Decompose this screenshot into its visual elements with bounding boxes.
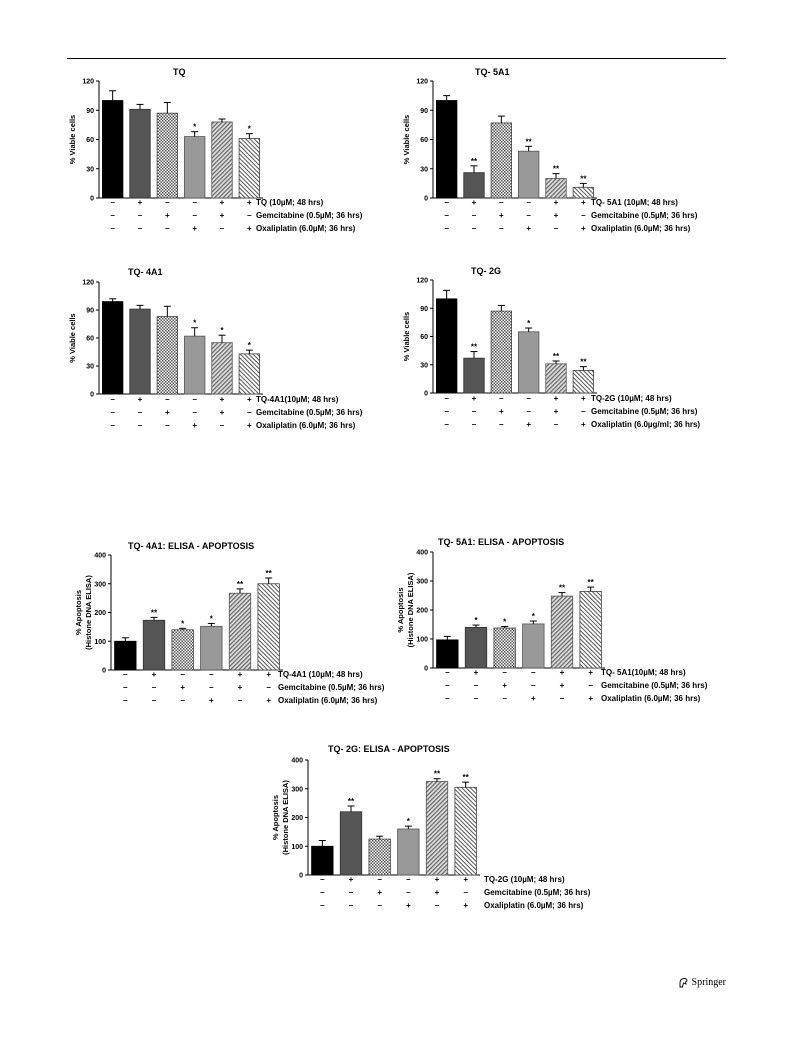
publisher-footer xyxy=(678,977,726,988)
condition-sign: – xyxy=(473,681,479,690)
chart-2 xyxy=(402,67,698,233)
bar-2 xyxy=(464,173,485,198)
condition-sign: – xyxy=(471,211,477,220)
condition-sign: + xyxy=(266,696,272,705)
y-tick-label: 200 xyxy=(291,815,303,822)
condition-sign: – xyxy=(526,407,531,416)
significance-label: * xyxy=(209,614,213,624)
condition-sign: + xyxy=(553,394,559,403)
condition-sign: – xyxy=(473,694,479,703)
condition-sign: + xyxy=(588,668,594,677)
condition-sign: – xyxy=(219,224,225,233)
condition-label: Oxaliplatin (6.0µM; 36 hrs) xyxy=(256,224,356,233)
y-axis-label: % Apoptosis xyxy=(396,587,405,633)
condition-sign: + xyxy=(348,875,354,884)
significance-label: * xyxy=(531,612,535,622)
condition-sign: + xyxy=(580,198,586,207)
condition-sign: – xyxy=(320,875,325,884)
condition-sign: – xyxy=(444,211,449,220)
significance-label: * xyxy=(193,318,197,328)
y-tick-label: 0 xyxy=(299,872,303,880)
y-tick-label: 30 xyxy=(420,166,428,174)
condition-sign: – xyxy=(209,670,214,679)
condition-sign: – xyxy=(247,408,252,417)
y-tick-label: 100 xyxy=(94,638,106,646)
significance-label: ** xyxy=(462,773,469,783)
condition-sign: + xyxy=(405,901,411,910)
condition-sign: – xyxy=(531,681,536,690)
bar-4 xyxy=(518,151,539,198)
condition-label: Gemcitabine (0.5µM; 36 hrs) xyxy=(601,681,708,690)
condition-sign: + xyxy=(246,395,252,404)
bar-4 xyxy=(184,137,205,198)
y-tick-label: 120 xyxy=(416,277,428,285)
bar-3 xyxy=(157,317,178,394)
condition-sign: + xyxy=(530,694,536,703)
y-tick-label: 0 xyxy=(90,195,94,203)
chart-4 xyxy=(402,266,700,429)
chart-title: TQ- 2G: ELISA - APOPTOSIS xyxy=(328,744,450,754)
condition-sign: + xyxy=(246,198,252,207)
condition-label: TQ- 5A1 (10µM; 48 hrs) xyxy=(591,198,678,207)
condition-label: Oxaliplatin (6.0µM; 36 hrs) xyxy=(278,696,378,705)
y-axis-label: % Apoptosis xyxy=(271,794,280,841)
condition-sign: + xyxy=(526,420,532,429)
y-tick-label: 30 xyxy=(86,363,94,371)
y-axis-label: (Histone DNA ELISA) xyxy=(84,575,93,650)
chart-title: TQ- 5A1: ELISA - APOPTOSIS xyxy=(438,537,565,547)
bar-2 xyxy=(465,627,487,668)
publisher-name: Springer xyxy=(691,977,726,988)
condition-sign: + xyxy=(180,683,186,692)
condition-sign: – xyxy=(406,888,411,897)
condition-sign: + xyxy=(208,696,214,705)
condition-sign: – xyxy=(123,683,128,692)
bar-3 xyxy=(491,311,512,393)
y-tick-label: 0 xyxy=(424,390,428,398)
bar-2 xyxy=(130,109,151,198)
y-axis-label: (Histone DNA ELISA) xyxy=(281,780,290,855)
bar-1 xyxy=(102,302,123,394)
condition-sign: – xyxy=(165,421,170,430)
y-tick-label: 0 xyxy=(424,665,428,673)
condition-sign: – xyxy=(499,394,504,403)
condition-sign: + xyxy=(463,875,469,884)
bar-5 xyxy=(426,782,448,875)
condition-sign: + xyxy=(580,394,586,403)
bar-4 xyxy=(184,336,205,394)
chart-6 xyxy=(396,537,708,703)
significance-label: * xyxy=(220,326,224,336)
condition-sign: – xyxy=(137,408,143,417)
condition-sign: – xyxy=(444,420,449,429)
chart-title: TQ- 5A1 xyxy=(475,67,510,77)
condition-sign: + xyxy=(219,198,225,207)
condition-label: Gemcitabine (0.5µM; 36 hrs) xyxy=(591,211,698,220)
condition-sign: – xyxy=(151,696,157,705)
condition-sign: – xyxy=(219,421,225,430)
bar-1 xyxy=(436,299,457,393)
condition-label: Gemcitabine (0.5µM; 36 hrs) xyxy=(256,408,363,417)
condition-sign: – xyxy=(180,696,185,705)
condition-sign: – xyxy=(110,408,115,417)
condition-sign: – xyxy=(237,696,243,705)
condition-sign: + xyxy=(471,394,477,403)
condition-sign: – xyxy=(444,407,449,416)
condition-label: TQ (10µM; 48 hrs) xyxy=(256,198,324,207)
condition-sign: – xyxy=(137,211,143,220)
y-tick-label: 400 xyxy=(94,552,106,560)
y-tick-label: 100 xyxy=(416,636,428,644)
condition-sign: – xyxy=(444,394,449,403)
bar-6 xyxy=(573,370,594,393)
condition-sign: – xyxy=(502,668,507,677)
condition-sign: – xyxy=(123,670,128,679)
condition-sign: – xyxy=(320,901,325,910)
y-tick-label: 400 xyxy=(291,757,303,765)
significance-label: * xyxy=(527,319,531,329)
condition-sign: – xyxy=(137,421,143,430)
condition-sign: + xyxy=(473,668,479,677)
bar-4 xyxy=(523,624,545,668)
significance-label: ** xyxy=(587,578,594,588)
condition-sign: + xyxy=(219,395,225,404)
y-tick-label: 60 xyxy=(86,137,94,144)
condition-sign: – xyxy=(499,224,504,233)
condition-sign: + xyxy=(526,224,532,233)
y-tick-label: 300 xyxy=(291,786,303,794)
condition-sign: – xyxy=(192,395,197,404)
bar-6 xyxy=(580,591,602,668)
condition-sign: + xyxy=(377,888,383,897)
condition-label: Oxaliplatin (6.0µg/ml; 36 hrs) xyxy=(591,420,701,429)
condition-label: Oxaliplatin (6.0µM; 36 hrs) xyxy=(256,421,356,430)
condition-sign: – xyxy=(434,901,440,910)
condition-sign: – xyxy=(445,668,450,677)
significance-label: ** xyxy=(347,797,355,806)
chart-title: TQ- 4A1: ELISA - APOPTOSIS xyxy=(128,541,255,551)
bar-3 xyxy=(157,113,178,198)
condition-sign: – xyxy=(553,224,559,233)
condition-label: TQ-2G (10µM; 48 hrs) xyxy=(591,394,672,403)
condition-sign: – xyxy=(559,694,565,703)
bar-1 xyxy=(102,101,123,199)
condition-sign: – xyxy=(553,420,559,429)
condition-sign: – xyxy=(463,888,468,897)
bar-6 xyxy=(258,584,280,670)
y-tick-label: 0 xyxy=(102,667,106,675)
bar-6 xyxy=(239,354,259,394)
condition-sign: – xyxy=(588,681,593,690)
condition-sign: – xyxy=(377,875,382,884)
condition-sign: + xyxy=(137,395,143,404)
condition-sign: – xyxy=(165,224,170,233)
condition-sign: – xyxy=(209,683,214,692)
condition-sign: – xyxy=(502,694,507,703)
y-axis-label: (Histone DNA ELISA) xyxy=(406,572,415,648)
condition-sign: + xyxy=(553,211,559,220)
chart-5 xyxy=(74,541,385,705)
condition-sign: – xyxy=(123,696,128,705)
y-tick-label: 30 xyxy=(420,362,428,370)
bar-3 xyxy=(494,628,515,668)
condition-sign: – xyxy=(581,211,586,220)
significance-label: * xyxy=(406,817,410,827)
condition-sign: – xyxy=(499,198,504,207)
significance-label: ** xyxy=(558,583,566,593)
bar-2 xyxy=(143,620,165,670)
condition-sign: + xyxy=(580,224,586,233)
bar-1 xyxy=(312,846,334,875)
condition-sign: – xyxy=(266,683,271,692)
bar-1 xyxy=(437,640,459,668)
y-tick-label: 90 xyxy=(420,107,428,115)
condition-sign: – xyxy=(444,198,449,207)
springer-horse-icon xyxy=(678,977,689,988)
condition-sign: + xyxy=(164,211,170,220)
bar-6 xyxy=(573,187,594,198)
condition-sign: – xyxy=(110,395,115,404)
significance-label: ** xyxy=(433,769,441,779)
condition-sign: – xyxy=(526,394,531,403)
condition-sign: – xyxy=(377,901,382,910)
condition-sign: – xyxy=(348,901,354,910)
condition-sign: + xyxy=(192,224,198,233)
condition-sign: – xyxy=(581,407,586,416)
condition-sign: – xyxy=(320,888,325,897)
condition-sign: + xyxy=(219,211,225,220)
significance-label: * xyxy=(503,617,507,627)
condition-sign: – xyxy=(348,888,354,897)
bar-1 xyxy=(436,101,457,199)
y-tick-label: 0 xyxy=(424,195,428,203)
significance-label: ** xyxy=(525,137,532,147)
y-tick-label: 120 xyxy=(82,78,94,86)
bar-5 xyxy=(212,122,233,198)
significance-label: ** xyxy=(470,342,478,352)
condition-sign: + xyxy=(463,901,469,910)
y-tick-label: 400 xyxy=(416,549,428,557)
chart-title: TQ xyxy=(173,67,186,77)
bar-4 xyxy=(518,332,539,393)
condition-sign: + xyxy=(498,407,504,416)
y-tick-label: 100 xyxy=(291,843,303,851)
bar-6 xyxy=(239,139,259,198)
condition-sign: – xyxy=(444,224,449,233)
condition-sign: + xyxy=(553,407,559,416)
y-tick-label: 30 xyxy=(86,166,94,174)
significance-label: ** xyxy=(150,608,158,618)
bar-5 xyxy=(546,364,567,393)
condition-sign: – xyxy=(110,211,115,220)
condition-sign: – xyxy=(471,224,477,233)
bar-2 xyxy=(130,309,151,394)
condition-sign: – xyxy=(180,670,185,679)
condition-sign: + xyxy=(246,421,252,430)
bar-5 xyxy=(212,343,233,394)
condition-label: TQ-4A1 (10µM; 48 hrs) xyxy=(278,670,363,679)
condition-sign: + xyxy=(559,681,565,690)
condition-sign: + xyxy=(137,198,143,207)
condition-sign: – xyxy=(192,408,197,417)
condition-sign: – xyxy=(165,395,170,404)
significance-label: * xyxy=(247,124,251,134)
condition-sign: – xyxy=(247,211,252,220)
condition-sign: – xyxy=(165,198,170,207)
condition-sign: + xyxy=(164,408,170,417)
condition-sign: + xyxy=(192,421,198,430)
condition-label: Oxaliplatin (6.0µM; 36 hrs) xyxy=(591,224,691,233)
significance-label: ** xyxy=(470,156,478,166)
condition-sign: + xyxy=(219,408,225,417)
significance-label: * xyxy=(474,616,478,626)
condition-sign: + xyxy=(580,420,586,429)
condition-sign: – xyxy=(151,683,157,692)
y-tick-label: 60 xyxy=(420,137,428,144)
condition-sign: + xyxy=(246,224,252,233)
significance-label: * xyxy=(247,341,251,351)
bar-3 xyxy=(172,630,194,670)
condition-sign: – xyxy=(526,198,531,207)
condition-label: TQ- 5A1(10µM; 48 hrs) xyxy=(601,668,686,677)
bar-2 xyxy=(464,358,485,393)
y-axis-label: % Viable cells xyxy=(68,313,77,363)
y-axis-label: % Viable cells xyxy=(402,311,411,362)
significance-label: ** xyxy=(265,569,272,578)
significance-label: ** xyxy=(552,351,560,361)
y-axis-label: % Viable cells xyxy=(402,114,411,165)
bar-5 xyxy=(551,596,573,668)
condition-sign: + xyxy=(237,670,243,679)
y-tick-label: 0 xyxy=(90,391,94,399)
y-tick-label: 90 xyxy=(86,307,94,315)
condition-sign: + xyxy=(151,670,157,679)
y-tick-label: 120 xyxy=(416,78,428,86)
y-tick-label: 200 xyxy=(94,610,106,617)
y-tick-label: 90 xyxy=(420,305,428,313)
bar-4 xyxy=(201,626,223,670)
bar-4 xyxy=(398,829,420,875)
condition-sign: – xyxy=(471,407,477,416)
condition-sign: – xyxy=(110,198,115,207)
significance-label: * xyxy=(193,122,197,132)
chart-1 xyxy=(68,67,363,233)
bar-1 xyxy=(115,641,137,670)
y-tick-label: 200 xyxy=(416,607,428,615)
y-tick-label: 300 xyxy=(94,581,106,589)
y-tick-label: 120 xyxy=(82,279,94,287)
chart-7 xyxy=(271,744,591,910)
chart-title: TQ- 4A1 xyxy=(128,267,163,277)
bar-2 xyxy=(340,812,362,875)
condition-sign: – xyxy=(192,211,197,220)
condition-label: Oxaliplatin (6.0µM; 36 hrs) xyxy=(484,901,584,910)
y-tick-label: 60 xyxy=(420,334,428,341)
significance-label: ** xyxy=(580,174,587,184)
condition-sign: + xyxy=(498,211,504,220)
y-tick-label: 90 xyxy=(86,107,94,115)
y-tick-label: 60 xyxy=(86,335,94,343)
y-tick-label: 300 xyxy=(416,578,428,586)
bar-3 xyxy=(369,839,391,875)
condition-label: Gemcitabine (0.5µM; 36 hrs) xyxy=(591,407,698,416)
condition-sign: – xyxy=(192,198,197,207)
condition-sign: + xyxy=(559,668,565,677)
y-axis-label: % Apoptosis xyxy=(74,589,83,636)
bar-5 xyxy=(546,179,567,199)
significance-label: ** xyxy=(580,357,587,367)
condition-sign: – xyxy=(499,420,504,429)
condition-sign: – xyxy=(406,875,411,884)
condition-sign: + xyxy=(588,694,594,703)
significance-label: ** xyxy=(552,164,560,174)
condition-sign: + xyxy=(471,198,477,207)
condition-label: Gemcitabine (0.5µM; 36 hrs) xyxy=(256,211,363,220)
condition-sign: + xyxy=(434,888,440,897)
condition-sign: – xyxy=(137,224,143,233)
condition-sign: + xyxy=(237,683,243,692)
bar-6 xyxy=(455,787,477,875)
condition-sign: + xyxy=(266,670,272,679)
condition-label: Oxaliplatin (6.0µM; 36 hrs) xyxy=(601,694,701,703)
chart-title: TQ- 2G xyxy=(471,266,502,276)
bar-3 xyxy=(491,123,512,198)
condition-label: TQ-2G (10µM; 48 hrs) xyxy=(484,875,565,884)
condition-sign: – xyxy=(445,694,450,703)
condition-label: Gemcitabine (0.5µM; 36 hrs) xyxy=(278,683,385,692)
condition-sign: + xyxy=(434,875,440,884)
bar-5 xyxy=(229,593,251,670)
condition-label: TQ-4A1(10µM; 48 hrs) xyxy=(256,395,339,404)
condition-sign: – xyxy=(531,668,536,677)
condition-sign: – xyxy=(110,421,115,430)
condition-sign: – xyxy=(110,224,115,233)
condition-sign: + xyxy=(502,681,508,690)
chart-3 xyxy=(68,267,363,430)
significance-label: * xyxy=(181,619,185,629)
condition-sign: + xyxy=(553,198,559,207)
condition-label: Gemcitabine (0.5µM; 36 hrs) xyxy=(484,888,591,897)
condition-sign: – xyxy=(526,211,531,220)
significance-label: ** xyxy=(236,579,244,589)
condition-sign: – xyxy=(471,420,477,429)
condition-sign: – xyxy=(445,681,450,690)
y-axis-label: % Viable cells xyxy=(68,114,77,165)
